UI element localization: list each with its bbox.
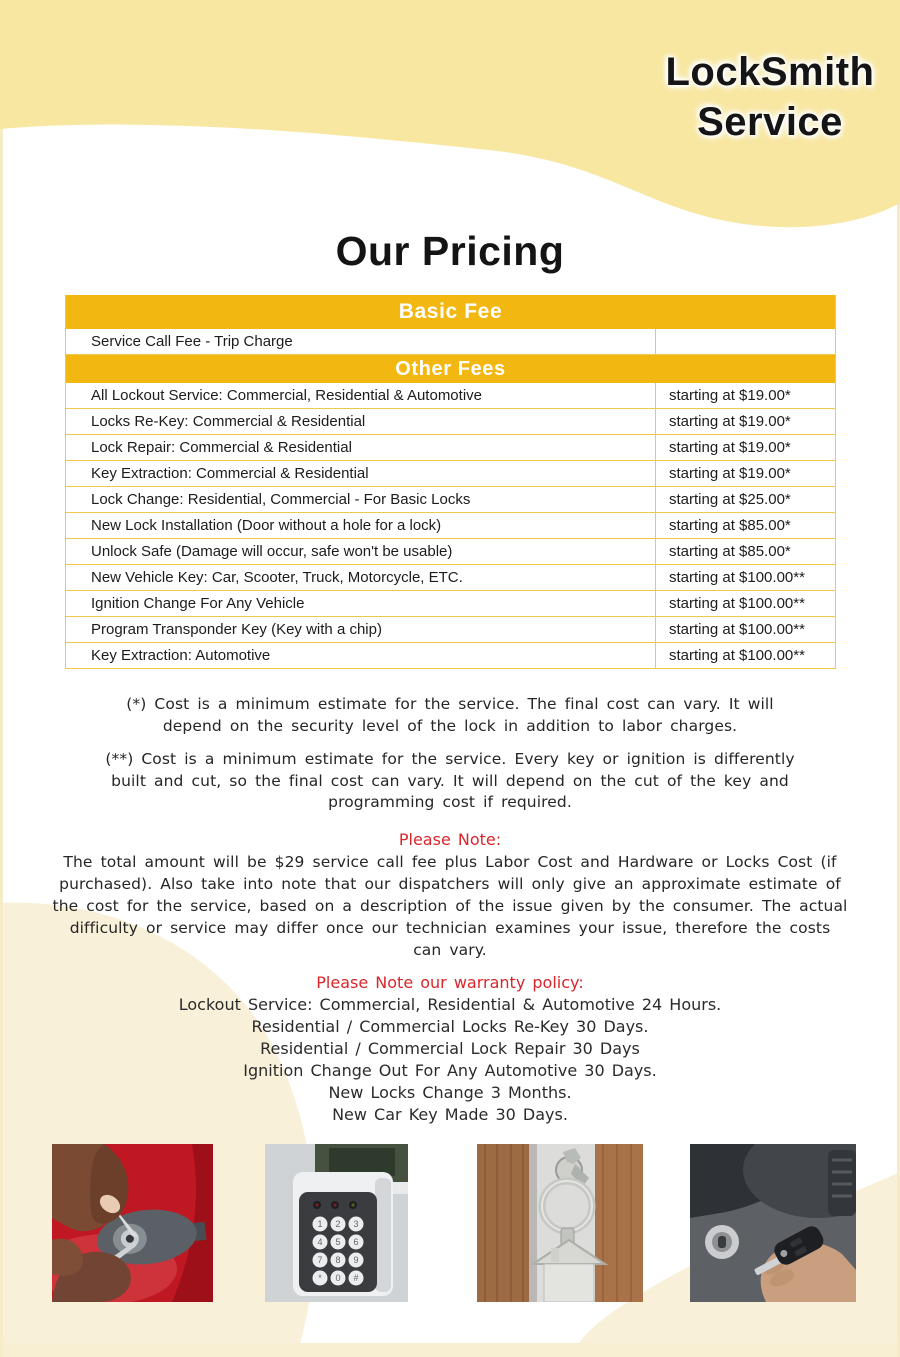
service-cell: All Lockout Service: Commercial, Residential & Automotive xyxy=(91,387,482,404)
warranty-line: New Car Key Made 30 Days. xyxy=(332,1105,568,1124)
other-fees-header-label: Other Fees xyxy=(395,358,506,380)
price-cell: starting at $19.00* xyxy=(655,461,835,486)
photo-house-keychain-on-door xyxy=(477,1144,643,1302)
svg-text:7: 7 xyxy=(317,1255,323,1265)
basic-fee-header xyxy=(66,295,835,329)
service-cell: New Vehicle Key: Car, Scooter, Truck, Motorcycle, ETC. xyxy=(91,569,463,586)
svg-text:*: * xyxy=(318,1273,322,1283)
table-row xyxy=(66,643,835,669)
left-edge-strip xyxy=(0,120,3,1357)
keypad-unit xyxy=(293,1172,393,1296)
warranty-line: Ignition Change Out For Any Automotive 30 Days. xyxy=(243,1061,657,1080)
price-cell: starting at $19.00* xyxy=(655,383,835,408)
price-cell: starting at $100.00** xyxy=(655,591,835,616)
svg-text:9: 9 xyxy=(353,1255,359,1265)
table-row xyxy=(66,487,835,513)
footnote-double-star: (**) Cost is a minimum estimate for the service. Every key or ignition is differently built and cut, so the final cost can vary. It will depend on the cut of the key and programming cost if required. xyxy=(105,750,795,811)
service-cell: Key Extraction: Commercial & Residential xyxy=(91,465,369,482)
table-row xyxy=(66,539,835,565)
please-note-body: The total amount will be $29 service call fee plus Labor Cost and Hardware or Locks Cost (if purchased). Also take into note that our dispatchers will only give an approximate estimate of the cost for the service, based on a description of the issue given by the consumer. The actual difficulty or service may differ once our technician examines your issue, therefore the costs can vary. xyxy=(52,853,848,959)
table-row xyxy=(66,409,835,435)
table-row xyxy=(66,329,835,355)
photo-security-keypad xyxy=(265,1144,408,1302)
brand-line1: LockSmith xyxy=(665,50,875,94)
warranty-line: New Locks Change 3 Months. xyxy=(328,1083,572,1102)
service-cell: Unlock Safe (Damage will occur, safe won't be usable) xyxy=(91,543,453,560)
table-row xyxy=(66,383,835,409)
svg-text:2: 2 xyxy=(335,1219,341,1229)
price-cell: starting at $85.00* xyxy=(655,539,835,564)
price-cell: starting at $85.00* xyxy=(655,513,835,538)
other-fees-header xyxy=(66,355,835,383)
service-cell: Ignition Change For Any Vehicle xyxy=(91,595,305,612)
photo-car-key-at-ignition xyxy=(690,1144,856,1302)
price-cell: starting at $19.00* xyxy=(655,435,835,460)
service-cell: Locks Re-Key: Commercial & Residential xyxy=(91,413,366,430)
photo-lock-picking-car-door xyxy=(52,1144,213,1302)
service-cell: Key Extraction: Automotive xyxy=(91,647,271,664)
service-cell: Program Transponder Key (Key with a chip) xyxy=(91,621,382,638)
service-cell: Service Call Fee - Trip Charge xyxy=(91,333,293,350)
svg-text:4: 4 xyxy=(317,1237,323,1247)
svg-text:8: 8 xyxy=(335,1255,341,1265)
footnote-single-star: (*) Cost is a minimum estimate for the service. The final cost can vary. It will depend on the security level of the lock in addition to labor charges. xyxy=(126,695,774,735)
price-cell: starting at $19.00* xyxy=(655,409,835,434)
page-title: Our Pricing xyxy=(335,228,565,274)
service-cell: New Lock Installation (Door without a hole for a lock) xyxy=(91,517,442,534)
pricing-table xyxy=(65,295,836,669)
svg-text:3: 3 xyxy=(353,1219,359,1229)
brand-logo xyxy=(658,47,882,147)
price-cell: starting at $100.00** xyxy=(655,565,835,590)
warranty-line: Residential / Commercial Locks Re-Key 30 Days. xyxy=(251,1017,649,1036)
svg-text:1: 1 xyxy=(317,1219,323,1229)
svg-text:6: 6 xyxy=(353,1237,359,1247)
table-row xyxy=(66,435,835,461)
svg-text:#: # xyxy=(353,1273,359,1283)
table-row xyxy=(66,591,835,617)
warranty-heading: Please Note our warranty policy: xyxy=(316,973,584,992)
brand-line2: Service xyxy=(697,100,843,144)
table-row xyxy=(66,565,835,591)
please-note-heading: Please Note: xyxy=(398,830,502,849)
price-cell: starting at $100.00** xyxy=(655,643,835,668)
service-cell: Lock Repair: Commercial & Residential xyxy=(91,439,352,456)
table-row xyxy=(66,461,835,487)
price-cell: starting at $25.00* xyxy=(655,487,835,512)
price-cell: starting at $100.00** xyxy=(655,617,835,642)
warranty-line: Residential / Commercial Lock Repair 30 Days xyxy=(260,1039,640,1058)
basic-fee-header-label: Basic Fee xyxy=(398,300,503,323)
svg-text:0: 0 xyxy=(335,1273,341,1283)
table-row xyxy=(66,617,835,643)
bottom-edge-strip xyxy=(0,1343,900,1357)
table-row xyxy=(66,513,835,539)
price-cell xyxy=(655,329,835,354)
warranty-lines xyxy=(0,994,900,1126)
service-cell: Lock Change: Residential, Commercial - For Basic Locks xyxy=(91,491,471,508)
svg-text:5: 5 xyxy=(335,1237,341,1247)
warranty-line: Lockout Service: Commercial, Residential & Automotive 24 Hours. xyxy=(178,995,722,1014)
ignition xyxy=(705,1225,739,1259)
